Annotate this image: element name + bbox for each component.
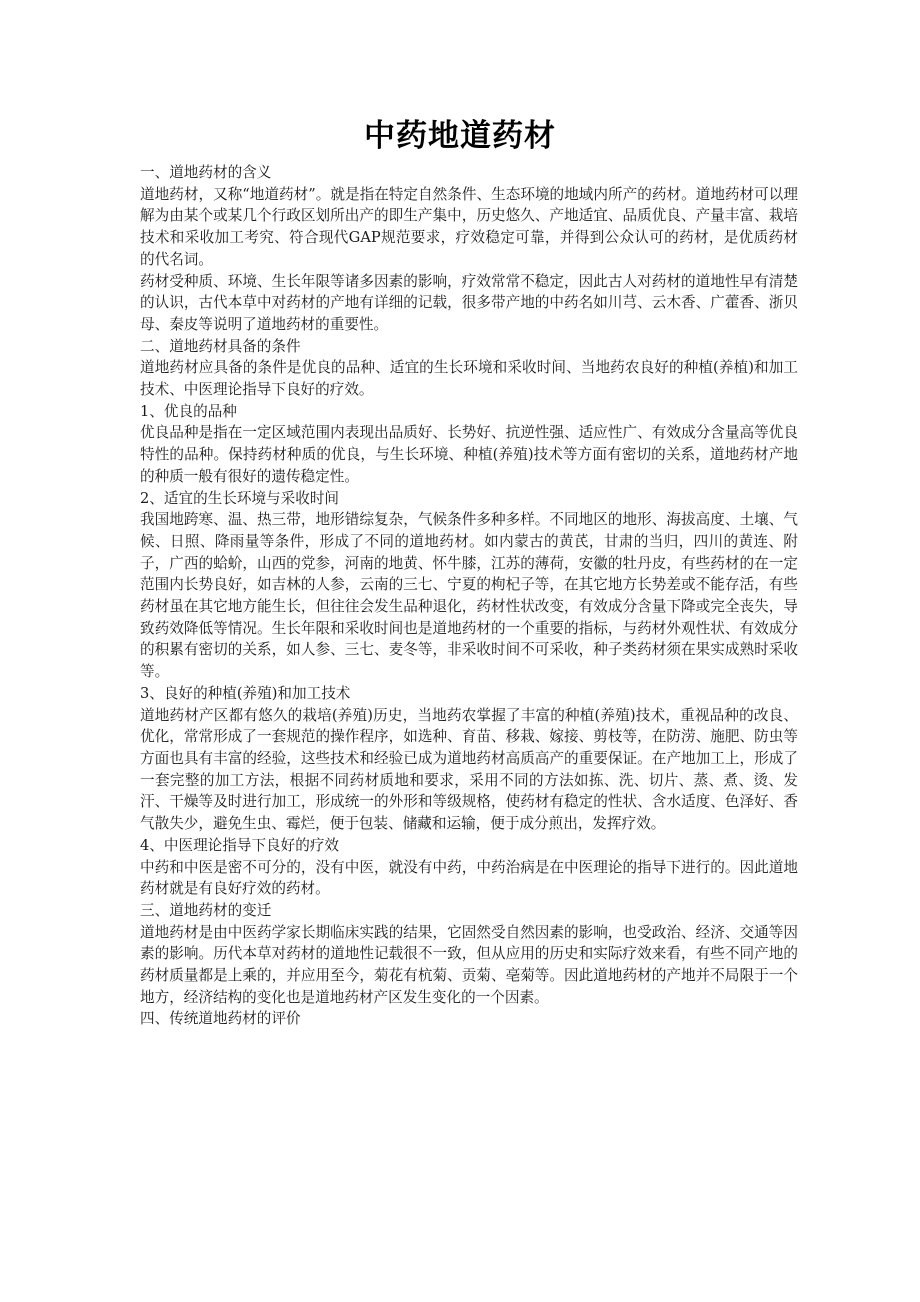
paragraph: 药材受种质、环境、生长年限等诸多因素的影响，疗效常常不稳定，因此古人对药材的道地性早有清楚的认识，古代本草中对药材的产地有详细的记载，很多带产地的中药名如川芎、云木香、广藿香、浙贝母、秦皮等说明了道地药材的重要性。	[140, 272, 798, 333]
section-heading: 二、道地药材具备的条件	[140, 337, 301, 355]
paragraph: 道地药材应具备的条件是优良的品种、适宜的生长环境和采收时间、当地药农良好的种植(养植)和加工技术、中医理论指导下良好的疗效。	[140, 359, 798, 399]
document-title: 中药地道药材	[364, 118, 556, 154]
subsection-heading: 2、适宜的生长环境与采收时间	[140, 489, 340, 507]
paragraph: 优良品种是指在一定区域范围内表现出品质好、长势好、抗逆性强、适应性广、有效成分含量高等优良特性的品种。保持药材种质的优良，与生长环境、种植(养殖)技术等方面有密切的关系，道地药材产地的种质一般有很好的遗传稳定性。	[140, 424, 798, 485]
subsection-heading: 3、良好的种植(养殖)和加工技术	[140, 684, 351, 702]
paragraph: 道地药材产区都有悠久的栽培(养殖)历史，当地药农掌握了丰富的种植(养殖)技术，重视品种的改良、优化，常常形成了一套规范的操作程序，如选种、育苗、移栽、嫁接、剪枝等，在防涝、施肥、防虫等方面也具有丰富的经验，这些技术和经验已成为道地药材高质高产的重要保证。在产地加工上，形成了一套完整的加工方法，根据不同药材质地和要求，采用不同的方法如拣、洗、切片、蒸、煮、烫、发汗、干燥等及时进行加工，形成统一的外形和等级规格，使药材有稳定的性状、含水适度、色泽好、香气散失少，避免生虫、霉烂，便于包装、储藏和运输，便于成分煎出，发挥疗效。	[140, 706, 798, 833]
section-heading: 四、传统道地药材的评价	[140, 1010, 301, 1028]
paragraph: 道地药材是由中医药学家长期临床实践的结果，它固然受自然因素的影响，也受政治、经济、交通等因素的影响。历代本草对药材的道地性记载很不一致，但从应用的历史和实际疗效来看，有些不同产地的药材质量都是上乘的，并应用至今，菊花有杭菊、贡菊、亳菊等。因此道地药材的产地并不局限于一个地方，经济结构的变化也是道地药材产区发生变化的一个因素。	[140, 923, 798, 1006]
section-heading: 三、道地药材的变迁	[140, 901, 272, 919]
subsection-heading: 4、中医理论指导下良好的疗效	[140, 836, 340, 854]
paragraph: 中药和中医是密不可分的，没有中医，就没有中药，中药治病是在中医理论的指导下进行的。因此道地药材就是有良好疗效的药材。	[140, 858, 798, 898]
document-body	[140, 162, 798, 1030]
section-heading: 一、道地药材的含义	[140, 164, 272, 181]
paragraph: 我国地跨寒、温、热三带，地形错综复杂，气候条件多种多样。不同地区的地形、海拔高度、土壤、气候、日照、降雨量等条件，形成了不同的道地药材。如内蒙古的黄芪，甘肃的当归，四川的黄连、附子，广西的蛤蚧，山西的党参，河南的地黄、怀牛膝，江苏的薄荷，安徽的牡丹皮，有些药材的在一定范围内长势良好，如吉林的人参，云南的三七、宁夏的枸杞子等，在其它地方长势差或不能存活，有些药材虽在其它地方能生长，但往往会发生品种退化，药材性状改变，有效成分含量下降或完全丧失，导致药效降低等情况。生长年限和采收时间也是道地药材的一个重要的指标，与药材外观性状、有效成分的积累有密切的关系，如人参、三七、麦冬等，非采收时间不可采收，种子类药材须在果实成熟时采收等。	[140, 511, 798, 681]
paragraph: 道地药材，又称“地道药材”。就是指在特定自然条件、生态环境的地域内所产的药材。道地药材可以理解为由某个或某几个行政区划所出产的即生产集中，历史悠久、产地适宜、品质优良、产量丰富、栽培技术和采收加工考究、符合现代GAP规范要求，疗效稳定可靠，并得到公众认可的药材，是优质药材的代名词。	[140, 185, 798, 268]
subsection-heading: 1、优良的品种	[140, 402, 237, 420]
